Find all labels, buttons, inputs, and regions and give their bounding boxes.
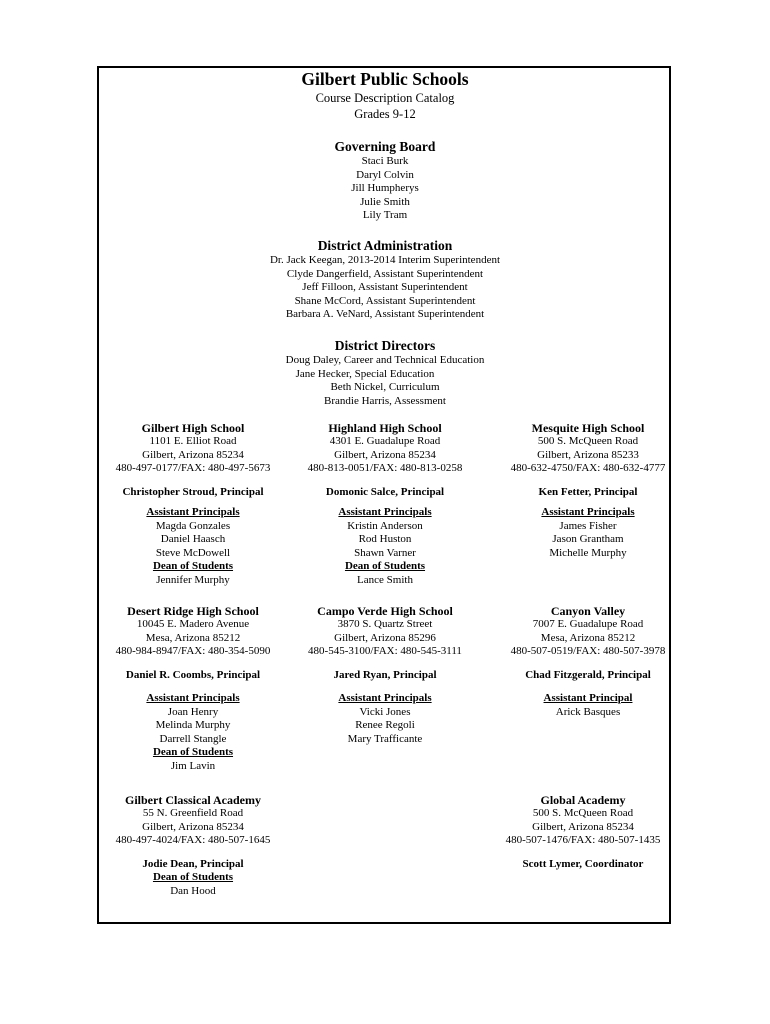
school-name: Gilbert Classical Academy: [125, 793, 261, 807]
school-address: 500 S. McQueen Road: [532, 807, 634, 819]
administrator: Barbara A. VeNard, Assistant Superintendent: [285, 308, 485, 320]
administrator: Clyde Dangerfield, Assistant Superintendent: [286, 267, 484, 280]
dean-of-students: Dan Hood: [170, 884, 216, 897]
assistant-principal: Rod Huston: [358, 533, 412, 545]
director: Jane Hecker, Special Education: [295, 367, 435, 380]
dean-of-students: Jennifer Murphy: [156, 573, 230, 586]
board-member: Lily Tram: [362, 209, 408, 221]
school-phone: 480-497-4024/FAX: 480-507-1645: [115, 834, 271, 846]
school-address: 3870 S. Quartz Street: [337, 618, 433, 630]
school-gilbert-classical-academy: [103, 793, 283, 898]
school-address: 1101 E. Elliot Road: [149, 435, 237, 447]
school-campo-verde-high: [295, 604, 475, 746]
dean-of-students-heading: Dean of Students: [152, 560, 234, 572]
school-city: Gilbert, Arizona 85296: [334, 631, 436, 644]
school-phone: 480-632-4750/FAX: 480-632-4777: [510, 462, 666, 474]
assistant-principal: Melinda Murphy: [155, 719, 231, 731]
assistant-principal: Darrell Stangle: [159, 732, 227, 745]
administrator: Dr. Jack Keegan, 2013-2014 Interim Superintendent: [269, 254, 501, 266]
dean-of-students-heading: Dean of Students: [152, 871, 234, 883]
school-address: 55 N. Greenfield Road: [142, 807, 244, 819]
school-city: Mesa, Arizona 85212: [145, 631, 241, 644]
school-phone: 480-984-8947/FAX: 480-354-5090: [115, 645, 271, 657]
dean-of-students: Lance Smith: [357, 573, 413, 586]
school-highland-high: [295, 421, 475, 587]
school-principal: Jodie Dean, Principal: [142, 857, 244, 870]
school-global-academy: [488, 793, 678, 871]
assistant-principals-heading: Assistant Principals: [146, 692, 240, 704]
dean-of-students-heading: Dean of Students: [344, 560, 426, 572]
assistant-principal: Shawn Varner: [354, 546, 416, 559]
assistant-principal: Magda Gonzales: [155, 519, 231, 532]
school-coordinator: Scott Lymer, Coordinator: [522, 857, 644, 870]
governing-board-list: [0, 155, 770, 223]
school-principal: Daniel R. Coombs, Principal: [125, 668, 261, 681]
school-city: Gilbert, Arizona 85233: [537, 448, 639, 461]
school-name: Highland High School: [328, 421, 442, 435]
school-name: Gilbert High School: [141, 421, 245, 435]
school-city: Gilbert, Arizona 85234: [334, 448, 436, 461]
assistant-principal: Steve McDowell: [155, 546, 231, 559]
school-city: Gilbert, Arizona 85234: [142, 448, 244, 461]
assistant-principal: James Fisher: [559, 519, 617, 532]
grades-label: Grades 9-12: [354, 107, 416, 121]
assistant-principal: Renee Regoli: [355, 719, 415, 731]
governing-board-heading: Governing Board: [334, 139, 436, 154]
school-principal: Domonic Salce, Principal: [325, 485, 445, 498]
assistant-principal-heading: Assistant Principal: [543, 692, 633, 704]
district-directors-heading: District Directors: [334, 338, 436, 353]
school-phone: 480-545-3100/FAX: 480-545-3111: [308, 645, 462, 657]
school-name: Campo Verde High School: [317, 604, 453, 618]
board-member: Staci Burk: [361, 155, 409, 167]
district-administration-heading: District Administration: [317, 238, 453, 253]
school-gilbert-high: [103, 421, 283, 587]
school-phone: 480-507-1476/FAX: 480-507-1435: [505, 834, 661, 846]
assistant-principal: Arick Basques: [555, 705, 621, 718]
dean-of-students-heading: Dean of Students: [152, 746, 234, 758]
school-phone: 480-497-0177/FAX: 480-497-5673: [115, 462, 271, 474]
assistant-principal: Kristin Anderson: [347, 519, 423, 532]
assistant-principals-heading: Assistant Principals: [338, 506, 432, 518]
school-name: Desert Ridge High School: [127, 604, 259, 618]
assistant-principals-heading: Assistant Principals: [541, 506, 635, 518]
assistant-principal: Jason Grantham: [552, 533, 624, 545]
director: Brandie Harris, Assessment: [324, 394, 446, 407]
school-mesquite-high: [498, 421, 678, 560]
dean-of-students: Jim Lavin: [170, 759, 216, 772]
director: Doug Daley, Career and Technical Education: [285, 354, 485, 366]
district-administration-list: [0, 254, 770, 322]
catalog-subtitle: Course Description Catalog: [315, 91, 455, 105]
board-member: Julie Smith: [360, 195, 410, 208]
district-directors-list: [0, 354, 770, 408]
school-canyon-valley: [498, 604, 678, 719]
school-city: Gilbert, Arizona 85234: [532, 820, 634, 833]
assistant-principals-heading: Assistant Principals: [146, 506, 240, 518]
assistant-principal: Daniel Haasch: [160, 533, 226, 545]
school-address: 7007 E. Guadalupe Road: [532, 618, 644, 630]
assistant-principal: Mary Trafficante: [347, 732, 423, 745]
school-name: Global Academy: [540, 793, 626, 807]
board-member: Jill Humpherys: [351, 182, 419, 194]
assistant-principals-heading: Assistant Principals: [338, 692, 432, 704]
school-city: Mesa, Arizona 85212: [540, 631, 636, 644]
school-principal: Chad Fitzgerald, Principal: [525, 668, 651, 681]
assistant-principal: Vicki Jones: [359, 705, 411, 718]
school-principal: Jared Ryan, Principal: [333, 668, 437, 681]
school-name: Mesquite High School: [531, 421, 645, 435]
school-phone: 480-813-0051/FAX: 480-813-0258: [307, 462, 463, 474]
administrator: Jeff Filloon, Assistant Superintendent: [302, 281, 468, 293]
school-address: 10045 E. Madero Avenue: [136, 618, 250, 630]
school-principal: Christopher Stroud, Principal: [122, 485, 264, 498]
school-address: 4301 E. Guadalupe Road: [329, 435, 441, 447]
assistant-principal: Michelle Murphy: [549, 546, 627, 559]
school-phone: 480-507-0519/FAX: 480-507-3978: [510, 645, 666, 657]
school-name: Canyon Valley: [550, 604, 626, 618]
school-principal: Ken Fetter, Principal: [538, 485, 638, 498]
board-member: Daryl Colvin: [356, 168, 414, 181]
administrator: Shane McCord, Assistant Superintendent: [294, 294, 476, 307]
director: Beth Nickel, Curriculum: [330, 381, 440, 393]
page-title: Gilbert Public Schools: [301, 69, 469, 89]
school-address: 500 S. McQueen Road: [537, 435, 639, 447]
assistant-principal: Joan Henry: [167, 705, 219, 718]
school-desert-ridge-high: [103, 604, 283, 773]
school-city: Gilbert, Arizona 85234: [142, 820, 244, 833]
